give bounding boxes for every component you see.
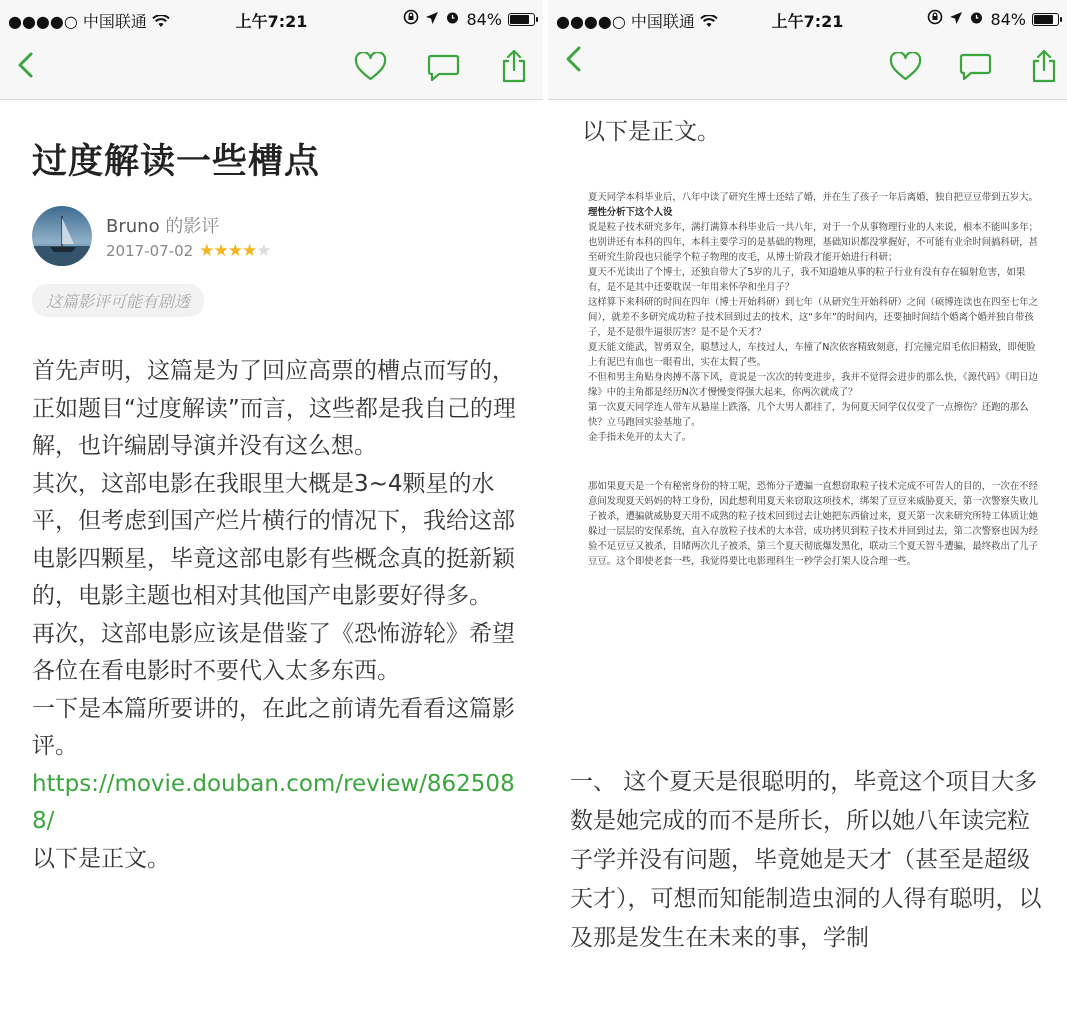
carrier: ●●●●○ 中国联通 [556,9,718,32]
review-body [32,353,517,878]
paragraph: 其次，这部电影在我眼里大概是3~4颗星的水平，但考虑到国产烂片横行的情况下，我给这部电影四颗星，毕竟这部电影有些概念真的挺新颖的，电影主题也相对其他国产电影要好得多。 [32,470,515,609]
avatar[interactable] [32,206,92,266]
battery-percent: 84% [466,9,502,29]
status-time: 上午7:21 [235,12,308,31]
review-link[interactable]: https://movie.douban.com/review/8625088/ [32,770,515,834]
battery-percent: 84% [990,9,1026,29]
share-icon[interactable] [1029,48,1059,84]
comment-icon[interactable] [959,52,992,82]
right-screenshot [548,0,1067,1028]
scan-line: 这样算下来科研的时间在四年（博士开始科研）到七年（从研究生开始科研）之间（硕博连读也在四至七年之间），就差不多研究成功粒子技术回到过去的技术，这“多年”的时间内，还要抽时间结个婚离个婚并独自带孩子，是不是很牛逼很厉害？是不是个天才？ [588,297,1039,338]
star-filled-icon: ★ [227,241,242,261]
chevron-left-icon[interactable] [562,45,586,73]
scan-block [588,479,1043,569]
review-date: 2017-07-02 [106,242,194,260]
rotation-lock-icon [927,9,943,29]
star-filled-icon: ★ [213,241,228,261]
paragraph: 首先声明，这篇是为了回应高票的槽点而写的，正如题目“过度解读”而言，这些都是我自己的理解，也许编剧导演并没有这么想。 [32,358,516,459]
star-empty-icon: ★ [256,241,271,261]
scanned-text-image [588,190,1043,569]
alarm-icon [969,10,984,29]
status-bar [0,0,543,38]
carrier: ●●●●○ 中国联通 [8,9,170,32]
author-name[interactable]: Bruno 的影评 [106,216,220,237]
scan-line: 也别讲还有本科的四年，本科主要学习的是基础的物理，基础知识都没掌握好，不可能有业余时间搞科研，甚至研究生阶段也只能学个粒子物理的皮毛，从博士阶段才能开始进行科研； [588,237,1039,263]
rating-stars [199,241,270,261]
paragraph: 一下是本篇所要讲的，在此之前请先看看这篇影评。 [32,695,515,759]
nav-bar [548,38,1067,100]
scan-line: 理性分析下这个人设 [588,207,673,218]
review-title: 过度解读一些槽点 [32,142,321,182]
comment-icon[interactable] [427,53,460,83]
scan-line: 那如果夏天是一个有秘密身份的特工呢，恐怖分子遭骗一直想窃取粒子技术完成不可告人的目的，一次在不经意间发现夏天妈妈的特工身份，因此想利用夏天来窃取这项技术，绑架了豆豆来威胁夏天，第一次警察失败儿子被杀，遭骗就威胁夏天用不成熟的粒子技术回到过去让她把东西偷过来，夏天第一次来研究所特工体质让她躲过一层层的安保系统，直入存放粒子技术的大本营，成功拷贝到粒子技术并回到过去，第二次警察也因为经验不足豆豆又被杀，目睹两次儿子被杀，第三个夏天彻底爆发黑化，联动三个夏天智斗遭骗，最终救出了儿子豆豆。这个即使老套一些，我觉得要比电影理科生一秒学会打架人设合理一些。 [588,481,1039,567]
paragraph: 再次，这部电影应该是借鉴了《恐怖游轮》希望各位在看电影时不要代入太多东西。 [32,620,515,684]
battery-icon [508,13,535,26]
share-icon[interactable] [499,48,529,84]
author-row [32,206,517,276]
scan-line: 说是粒子技术研究多年，满打满算本科毕业后一共八年，对于一个从事物理行业的人来说，根本不能叫多年； [588,222,1039,233]
review-body: 一、 这个夏天是很聪明的，毕竟这个项目大多数是她完成的而不是所长，所以她八年读完粒子学并没有问题，毕竟她是天才（甚至是超级天才），可想而知能制造虫洞的人得有聪明，以及那是发生在未来的事，学制 [570,769,1042,951]
alarm-icon [445,10,460,29]
review-article [0,101,543,878]
star-filled-icon: ★ [199,241,214,261]
scan-line: 夏天不光读出了个博士，还独自带大了5岁的儿子，我不知道她从事的粒子行业有没有存在辐射危害，如果有，是不是其中还要耽误一年用来怀孕和坐月子？ [588,267,1026,293]
rotation-lock-icon [403,9,419,29]
scan-line: 第一次夏天同学连人带车从悬崖上跌落，几个大男人都挂了，为何夏天同学仅仅受了一点擦伤？还跑的那么快？立马跑回实验基地了。 [588,402,1029,428]
scan-line: 金手指未免开的太大了。 [588,432,692,443]
nav-bar [0,38,543,100]
heart-icon[interactable] [889,52,922,82]
scan-block [588,190,1043,445]
chevron-left-icon[interactable] [14,51,38,79]
location-icon [949,10,963,29]
scan-line: 夏天能文能武，智勇双全，聪慧过人，车技过人，车撞了N次依容精致刻意，打完撞完眉毛依旧精致，即便脸上有泥巴有血也一眼看出，实在太假了些。 [588,342,1036,368]
location-icon [425,10,439,29]
scan-line: 不但和男主角贴身肉搏不落下风，竟说是一次次的转变进步，我并不觉得会进步的那么快，《源代码》《明日边缘》中的主角都是经历N次才慢慢变得强大起来，你两次就成了？ [588,372,1038,398]
scan-line: 夏天同学本科毕业后，八年中读了研究生博士还结了婚，并在生了孩子一年后离婚，独自把豆豆带到五岁大。 [588,192,1039,203]
status-bar [548,0,1067,38]
battery-icon [1032,13,1059,26]
heart-icon[interactable] [354,52,387,82]
paragraph: 以下是正文。 [32,845,170,872]
star-filled-icon: ★ [241,241,257,261]
review-meta [106,241,270,261]
status-time: 上午7:21 [771,12,844,31]
intro-line: 以下是正文。 [582,119,720,145]
spoiler-badge: 这篇影评可能有剧透 [32,284,204,317]
